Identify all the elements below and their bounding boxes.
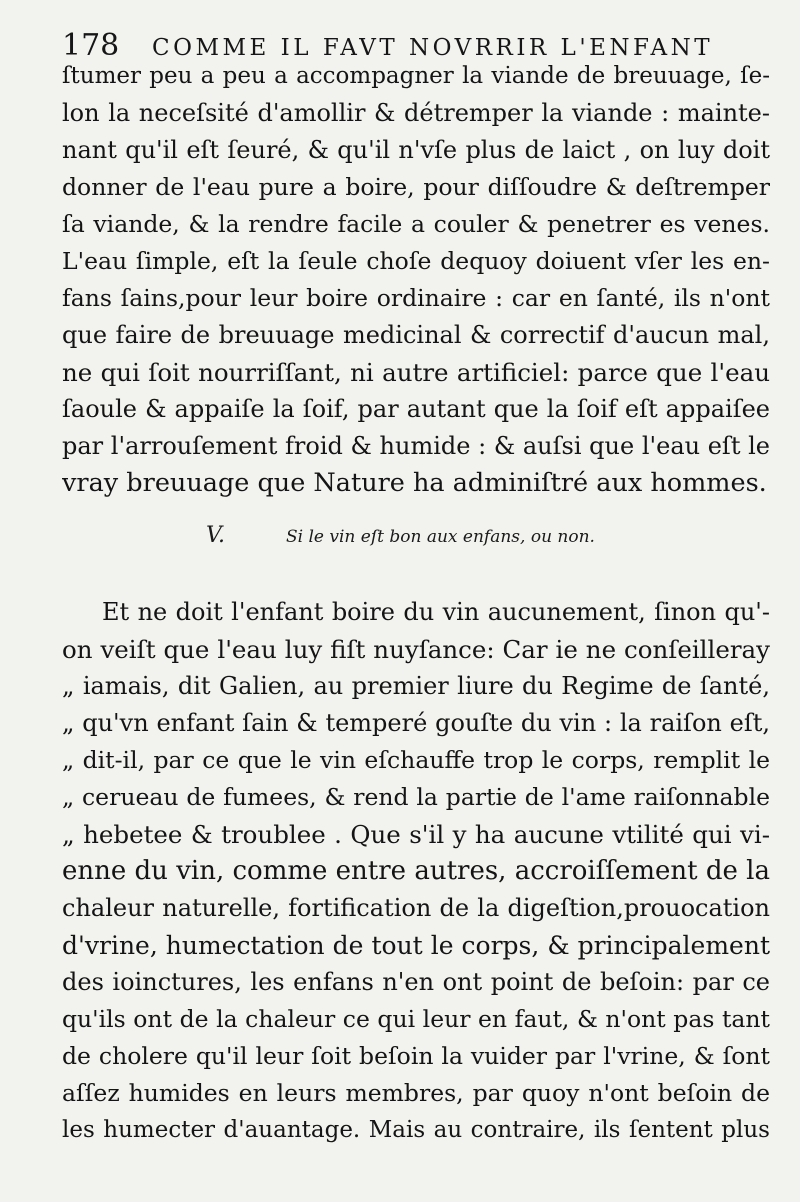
text-line: qu'ils ont de la chaleur ce qui leur en faut, & n'ont pas tant <box>62 1005 770 1033</box>
body-text-top <box>62 58 770 502</box>
body-text-bottom <box>62 594 770 1149</box>
text-line: donner de l'eau pure a boire, pour diſſoudre & deſtremper <box>62 173 770 201</box>
text-line: d'vrine, humectation de tout le corps, & principalement <box>62 931 770 960</box>
text-line: de cholere qu'il leur ſoit beſoin la vuider par l'vrine, & ſont <box>62 1042 770 1070</box>
text-line: des ioinctures, les enfans n'en ont point de beſoin: par ce <box>62 968 770 996</box>
text-line: L'eau ſimple, eſt la ſeule choſe dequoy doiuent vſer les en- <box>62 247 770 275</box>
text-line: ſa viande, & la rendre facile a couler & penetrer es venes. <box>62 210 770 238</box>
text-line: chaleur naturelle, fortification de la digeſtion,prouocation <box>62 894 770 922</box>
text-line: „ cerueau de fumees, & rend la partie de l'ame raiſonnable <box>62 783 770 811</box>
running-head: COMME IL FAVT NOVRRIR L'ENFANT <box>152 35 714 61</box>
text-line: „ qu'vn enfant ſain & temperé gouſte du vin : la raiſon eſt, <box>62 709 770 737</box>
page-number: 178 <box>62 28 120 63</box>
text-line: par l'arrouſement froid & humide : & auſsi que l'eau eſt le <box>62 432 770 460</box>
text-line: on veiſt que l'eau luy fiſt nuyſance: Car ie ne conſeilleray <box>62 635 770 664</box>
text-line-last: vray breuuage que Nature ha adminiſtré aux hommes. <box>62 468 767 498</box>
section-title: Si le vin eſt bon aux enfans, ou non. <box>286 527 595 547</box>
text-line: „ iamais, dit Galien, au premier liure du Regime de ſanté, <box>62 672 770 700</box>
text-line: ſtumer peu a peu a accompagner la viande de breuuage, ſe- <box>62 63 770 89</box>
section-number: V. <box>206 523 226 548</box>
text-line: les humecter d'auantage. Mais au contraire, ils ſentent plus <box>62 1117 770 1143</box>
text-line: ſaoule & appaiſe la ſoif, par autant que la ſoif eſt appaiſee <box>62 395 770 423</box>
text-line: aſſez humides en leurs membres, par quoy n'ont beſoin de <box>62 1079 770 1107</box>
text-line: „ dit-il, par ce que le vin eſchauffe trop le corps, remplit le <box>62 746 770 774</box>
text-line: ne qui ſoit nourriſſant, ni autre artificiel: parce que l'eau <box>62 358 770 387</box>
text-line-first: Et ne doit l'enfant boire du vin aucunement, ſinon qu'- <box>102 598 770 626</box>
text-line: lon la neceſsité d'amollir & détremper la viande : mainte- <box>62 99 770 127</box>
text-line: que faire de breuuage medicinal & correctif d'aucun mal, <box>62 321 770 349</box>
text-line: enne du vin, comme entre autres, accroiſſement de la <box>62 856 770 886</box>
section-heading <box>206 520 666 552</box>
text-line: fans ſains,pour leur boire ordinaire : car en ſanté, ils n'ont <box>62 284 770 312</box>
text-line: nant qu'il eſt ſeuré, & qu'il n'vſe plus de laict , on luy doit <box>62 136 770 164</box>
text-line: „ hebetee & troublee . Que s'il y ha aucune vtilité qui vi- <box>62 820 770 849</box>
